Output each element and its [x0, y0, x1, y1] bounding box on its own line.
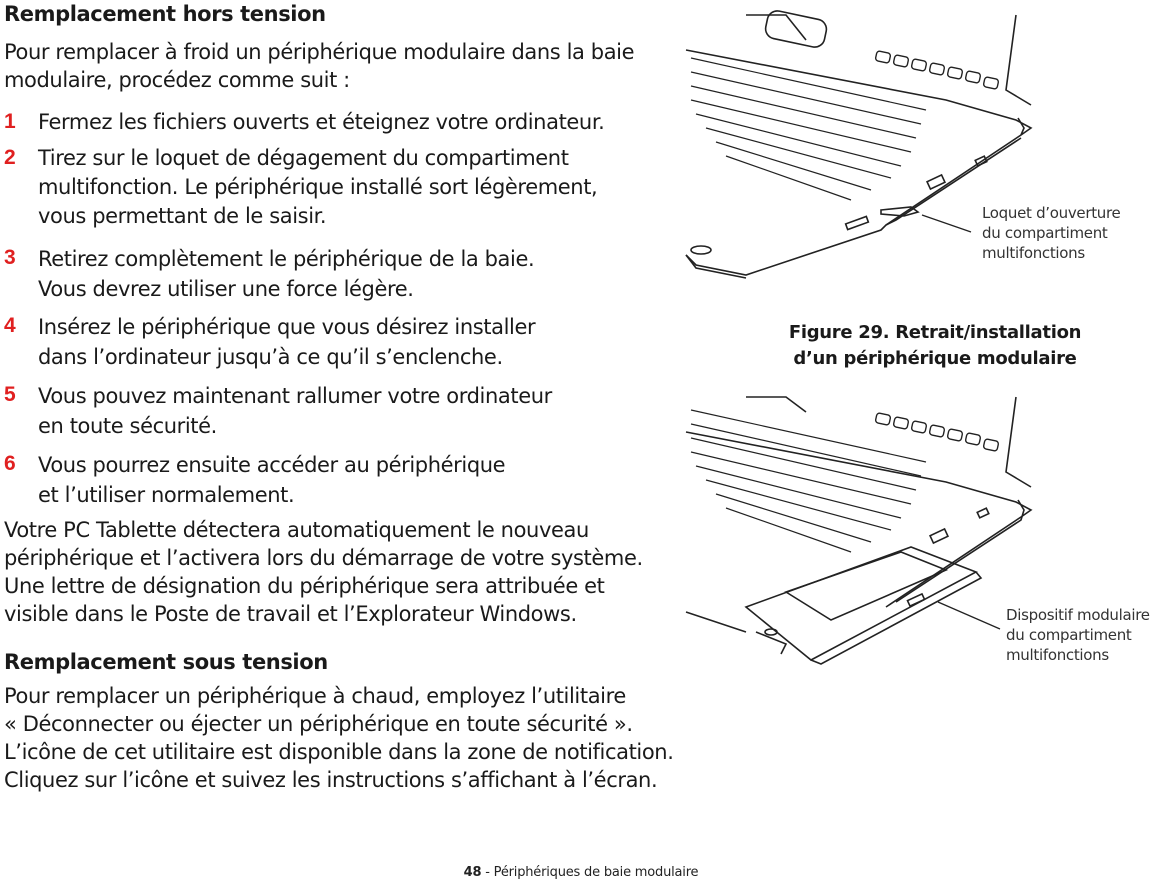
step-text — [38, 312, 535, 372]
module-label — [1006, 605, 1150, 665]
step-line: Retirez complètement le périphérique de la baie. — [38, 247, 535, 271]
step-line: vous permettant de le saisir. — [38, 204, 327, 228]
module-label-line: du compartiment — [1006, 626, 1132, 644]
figure-caption — [770, 320, 1100, 372]
step-line: Fermez les fichiers ouverts et éteignez votre ordinateur. — [38, 110, 605, 134]
step-line: en toute sécurité. — [38, 414, 217, 438]
hot-swap-line: Cliquez sur l’icône et suivez les instructions s’affichant à l’écran. — [4, 768, 658, 792]
step-line: multifonction. Le périphérique installé sort légèrement, — [38, 175, 598, 199]
step-line: dans l’ordinateur jusqu’à ce qu’il s’enclenche. — [38, 345, 503, 369]
step-line: et l’utiliser normalement. — [38, 483, 295, 507]
caption-line: Figure 29. Retrait/installation — [788, 322, 1082, 343]
step-number: 1 — [4, 110, 16, 133]
latch-label-line: du compartiment — [982, 224, 1108, 242]
section-heading-cold-swap: Remplacement hors tension — [4, 2, 326, 26]
step-text — [38, 381, 552, 441]
step-text — [38, 108, 604, 136]
step-line: Tirez sur le loquet de dégagement du compartiment — [38, 146, 569, 170]
step-line: Insérez le périphérique que vous désirez installer — [38, 315, 536, 339]
hot-swap-line: Pour remplacer un périphérique à chaud, employez l’utilitaire — [4, 684, 626, 708]
step-number: 3 — [4, 246, 16, 269]
outro-paragraph — [4, 516, 643, 628]
intro-line: Pour remplacer à froid un périphérique modulaire dans la baie — [4, 40, 635, 64]
step-text — [38, 144, 597, 231]
caption-line: d’un périphérique modulaire — [793, 348, 1077, 369]
intro-line: modulaire, procédez comme suit : — [4, 68, 350, 92]
outro-line: visible dans le Poste de travail et l’Explorateur Windows. — [4, 602, 577, 626]
hot-swap-line: « Déconnecter ou éjecter un périphérique en toute sécurité ». — [4, 712, 633, 736]
page-footer — [0, 865, 1162, 880]
step-number: 2 — [4, 146, 16, 169]
outro-line: Votre PC Tablette détectera automatiquement le nouveau — [4, 518, 589, 542]
step-line: Vous pouvez maintenant rallumer votre ordinateur — [38, 384, 552, 408]
step-text — [38, 244, 534, 304]
step-line: Vous pourrez ensuite accéder au périphérique — [38, 453, 506, 477]
step-number: 4 — [4, 314, 16, 337]
intro-paragraph — [4, 38, 634, 94]
outro-line: Une lettre de désignation du périphérique sera attribuée et — [4, 574, 605, 598]
outro-line: périphérique et l’activera lors du démarrage de votre système. — [4, 546, 643, 570]
step-text — [38, 450, 505, 510]
module-label-line: Dispositif modulaire — [1006, 606, 1150, 624]
footer-title: - Périphériques de baie modulaire — [481, 865, 699, 880]
hot-swap-paragraph — [4, 682, 674, 794]
section-heading-hot-swap: Remplacement sous tension — [4, 650, 328, 674]
latch-label-line: multifonctions — [982, 244, 1085, 262]
latch-label-line: Loquet d’ouverture — [982, 204, 1121, 222]
module-label-line: multifonctions — [1006, 646, 1109, 664]
latch-label — [982, 203, 1120, 263]
hot-swap-line: L’icône de cet utilitaire est disponible dans la zone de notification. — [4, 740, 674, 764]
step-line: Vous devrez utiliser une force légère. — [38, 277, 414, 301]
step-number: 6 — [4, 452, 16, 475]
step-number: 5 — [4, 383, 16, 406]
page-number: 48 — [463, 865, 482, 880]
